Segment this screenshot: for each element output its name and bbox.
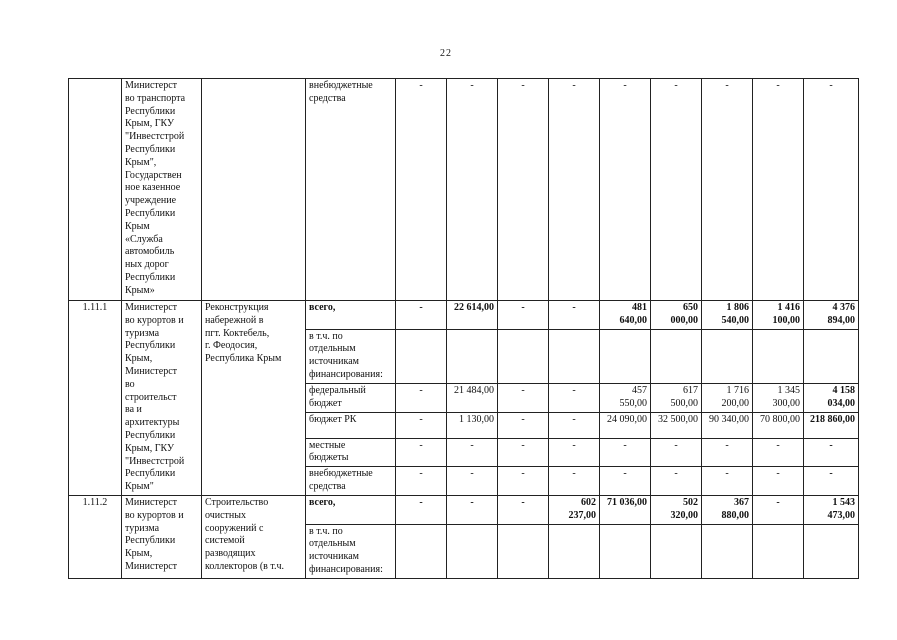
funding-source-line: федеральный bbox=[309, 384, 366, 396]
funding-source-cell bbox=[306, 495, 396, 524]
value-cell bbox=[396, 524, 447, 578]
organization-line: Крым, bbox=[125, 548, 153, 560]
value-cell bbox=[804, 524, 859, 578]
funding-source-line: всего, bbox=[309, 496, 336, 508]
value-cell: - bbox=[447, 467, 498, 496]
organization-line: Республики bbox=[125, 143, 176, 155]
funding-source-cell bbox=[306, 524, 396, 578]
organization-cell bbox=[122, 301, 202, 496]
organization-line: Крым, bbox=[125, 353, 153, 365]
value-cell: 602 237,00 bbox=[549, 495, 600, 524]
organization-line: Министерст bbox=[125, 80, 178, 91]
value-cell: - bbox=[804, 438, 859, 467]
organization-line: Крым bbox=[125, 220, 150, 232]
organization-line: Республики bbox=[125, 340, 176, 352]
value-cell: 1 716 200,00 bbox=[702, 383, 753, 412]
organization-cell bbox=[122, 495, 202, 578]
value-cell: - bbox=[600, 467, 651, 496]
value-cell: 1 543 473,00 bbox=[804, 495, 859, 524]
value-cell bbox=[753, 329, 804, 383]
organization-line: "Инвестстрой bbox=[125, 455, 185, 467]
title-line: разводящих bbox=[205, 548, 256, 560]
organization-line: Республики bbox=[125, 468, 176, 480]
funding-source-line: в т.ч. по bbox=[309, 525, 343, 537]
value-cell: - bbox=[447, 495, 498, 524]
value-cell: - bbox=[651, 79, 702, 301]
funding-source-line: средства bbox=[309, 92, 346, 104]
value-cell: - bbox=[753, 438, 804, 467]
value-cell: 1 130,00 bbox=[447, 412, 498, 438]
organization-line: Министерст bbox=[125, 560, 178, 572]
value-cell: 218 860,00 bbox=[804, 412, 859, 438]
organization-line: Республики bbox=[125, 535, 176, 547]
title-line: Строительство bbox=[205, 496, 269, 508]
organization-line: учреждение bbox=[125, 195, 177, 207]
title-cell bbox=[202, 301, 306, 496]
value-cell: 24 090,00 bbox=[600, 412, 651, 438]
value-cell bbox=[549, 524, 600, 578]
value-cell bbox=[702, 524, 753, 578]
funding-source-line: бюджеты bbox=[309, 452, 349, 464]
title-line: системой bbox=[205, 535, 245, 547]
title-line: Реконструкция bbox=[205, 302, 269, 313]
value-cell: - bbox=[447, 79, 498, 301]
title-line: г. Феодосия, bbox=[205, 340, 258, 352]
funding-source-line: источникам bbox=[309, 356, 359, 368]
table-row bbox=[69, 495, 859, 524]
value-cell: - bbox=[600, 438, 651, 467]
value-cell: 1 806 540,00 bbox=[702, 301, 753, 330]
value-cell: - bbox=[549, 438, 600, 467]
value-cell: 617 500,00 bbox=[651, 383, 702, 412]
funding-source-cell bbox=[306, 438, 396, 467]
funding-source-line: бюджет bbox=[309, 397, 342, 409]
value-cell: - bbox=[804, 79, 859, 301]
funding-source-line: всего, bbox=[309, 302, 336, 313]
funding-source-cell bbox=[306, 79, 396, 301]
organization-line: «Служба bbox=[125, 233, 163, 245]
value-cell: 367 880,00 bbox=[702, 495, 753, 524]
organization-line: Крым, ГКУ bbox=[125, 118, 175, 130]
value-cell: 22 614,00 bbox=[447, 301, 498, 330]
funding-source-line: в т.ч. по bbox=[309, 330, 343, 342]
title-cell bbox=[202, 79, 306, 301]
value-cell: - bbox=[651, 438, 702, 467]
value-cell: - bbox=[549, 301, 600, 330]
organization-line: Крым", bbox=[125, 156, 157, 168]
value-cell: 1 345 300,00 bbox=[753, 383, 804, 412]
funding-source-cell bbox=[306, 301, 396, 330]
value-cell: - bbox=[396, 412, 447, 438]
organization-line: Государствен bbox=[125, 169, 182, 181]
value-cell: - bbox=[498, 412, 549, 438]
value-cell: 4 158 034,00 bbox=[804, 383, 859, 412]
value-cell: - bbox=[702, 79, 753, 301]
funding-source-line: внебюджетные bbox=[309, 80, 373, 91]
organization-line: туризма bbox=[125, 327, 160, 339]
organization-line: во транспорта bbox=[125, 92, 186, 104]
value-cell bbox=[447, 329, 498, 383]
organization-line: во bbox=[125, 378, 135, 390]
value-cell: - bbox=[396, 301, 447, 330]
value-cell: - bbox=[753, 79, 804, 301]
organization-line: Крым" bbox=[125, 481, 154, 493]
value-cell: 90 340,00 bbox=[702, 412, 753, 438]
row-code: 1.11.1 bbox=[69, 301, 122, 496]
funding-source-line: источникам bbox=[309, 551, 359, 563]
title-line: Республика Крым bbox=[205, 353, 282, 365]
value-cell bbox=[600, 524, 651, 578]
table-row bbox=[69, 301, 859, 330]
organization-line: ное казенное bbox=[125, 182, 181, 194]
value-cell: - bbox=[600, 79, 651, 301]
value-cell: 4 376 894,00 bbox=[804, 301, 859, 330]
title-line: пгт. Коктебель, bbox=[205, 327, 270, 339]
funding-source-line: отдельным bbox=[309, 343, 356, 355]
organization-line: Министерст bbox=[125, 496, 178, 508]
organization-line: во курортов и bbox=[125, 314, 184, 326]
value-cell bbox=[498, 329, 549, 383]
value-cell bbox=[396, 329, 447, 383]
table-row bbox=[69, 79, 859, 301]
funding-source-line: отдельным bbox=[309, 538, 356, 550]
value-cell: - bbox=[498, 79, 549, 301]
organization-line: во курортов и bbox=[125, 509, 184, 521]
value-cell: 71 036,00 bbox=[600, 495, 651, 524]
funding-source-line: бюджет РК bbox=[309, 413, 357, 425]
value-cell: - bbox=[753, 495, 804, 524]
value-cell bbox=[498, 524, 549, 578]
title-cell bbox=[202, 495, 306, 578]
value-cell: - bbox=[396, 495, 447, 524]
organization-line: Республики bbox=[125, 105, 176, 117]
organization-line: Республики bbox=[125, 429, 176, 441]
value-cell bbox=[804, 329, 859, 383]
value-cell: - bbox=[549, 383, 600, 412]
value-cell: 650 000,00 bbox=[651, 301, 702, 330]
page-number: 22 bbox=[440, 48, 452, 59]
value-cell: - bbox=[396, 79, 447, 301]
funding-source-line: местные bbox=[309, 439, 346, 451]
value-cell: - bbox=[549, 467, 600, 496]
organization-line: Республики bbox=[125, 271, 176, 283]
organization-line: строительст bbox=[125, 391, 177, 403]
value-cell bbox=[651, 329, 702, 383]
value-cell: - bbox=[651, 467, 702, 496]
organization-line: автомобиль bbox=[125, 246, 175, 258]
organization-line: Крым, ГКУ bbox=[125, 442, 175, 454]
value-cell: 70 800,00 bbox=[753, 412, 804, 438]
value-cell: - bbox=[498, 438, 549, 467]
value-cell: - bbox=[447, 438, 498, 467]
value-cell: 502 320,00 bbox=[651, 495, 702, 524]
value-cell: 457 550,00 bbox=[600, 383, 651, 412]
value-cell bbox=[549, 329, 600, 383]
funding-source-line: средства bbox=[309, 481, 346, 493]
value-cell bbox=[447, 524, 498, 578]
value-cell: 21 484,00 bbox=[447, 383, 498, 412]
funding-source-line: финансирования: bbox=[309, 369, 383, 381]
value-cell: - bbox=[498, 383, 549, 412]
organization-line: ных дорог bbox=[125, 259, 169, 271]
organization-cell bbox=[122, 79, 202, 301]
value-cell: - bbox=[804, 467, 859, 496]
title-line: сооружений с bbox=[205, 522, 264, 534]
funding-source-cell bbox=[306, 383, 396, 412]
code-cell bbox=[69, 79, 122, 301]
organization-line: "Инвестстрой bbox=[125, 131, 185, 143]
title-line: набережной в bbox=[205, 314, 264, 326]
value-cell: - bbox=[549, 79, 600, 301]
funding-source-cell bbox=[306, 329, 396, 383]
value-cell: - bbox=[702, 438, 753, 467]
value-cell: 1 416 100,00 bbox=[753, 301, 804, 330]
organization-line: ва и bbox=[125, 404, 142, 416]
funding-source-line: финансирования: bbox=[309, 563, 383, 575]
funding-source-cell bbox=[306, 467, 396, 496]
value-cell: - bbox=[498, 301, 549, 330]
organization-line: Республики bbox=[125, 207, 176, 219]
organization-line: Министерст bbox=[125, 365, 178, 377]
funding-source-line: внебюджетные bbox=[309, 468, 373, 480]
value-cell: - bbox=[549, 412, 600, 438]
value-cell: 32 500,00 bbox=[651, 412, 702, 438]
funding-source-cell bbox=[306, 412, 396, 438]
value-cell: - bbox=[396, 467, 447, 496]
value-cell: - bbox=[498, 495, 549, 524]
row-code: 1.11.2 bbox=[69, 495, 122, 578]
value-cell bbox=[651, 524, 702, 578]
organization-line: туризма bbox=[125, 522, 160, 534]
value-cell: - bbox=[753, 467, 804, 496]
value-cell: - bbox=[396, 438, 447, 467]
value-cell: - bbox=[702, 467, 753, 496]
financing-table bbox=[68, 78, 859, 579]
organization-line: архитектуры bbox=[125, 417, 180, 429]
value-cell: 481 640,00 bbox=[600, 301, 651, 330]
value-cell: - bbox=[498, 467, 549, 496]
value-cell: - bbox=[396, 383, 447, 412]
value-cell bbox=[702, 329, 753, 383]
organization-line: Крым» bbox=[125, 284, 155, 296]
value-cell bbox=[753, 524, 804, 578]
title-line: коллекторов (в т.ч. bbox=[205, 560, 285, 572]
value-cell bbox=[600, 329, 651, 383]
organization-line: Министерст bbox=[125, 302, 178, 313]
title-line: очистных bbox=[205, 509, 247, 521]
